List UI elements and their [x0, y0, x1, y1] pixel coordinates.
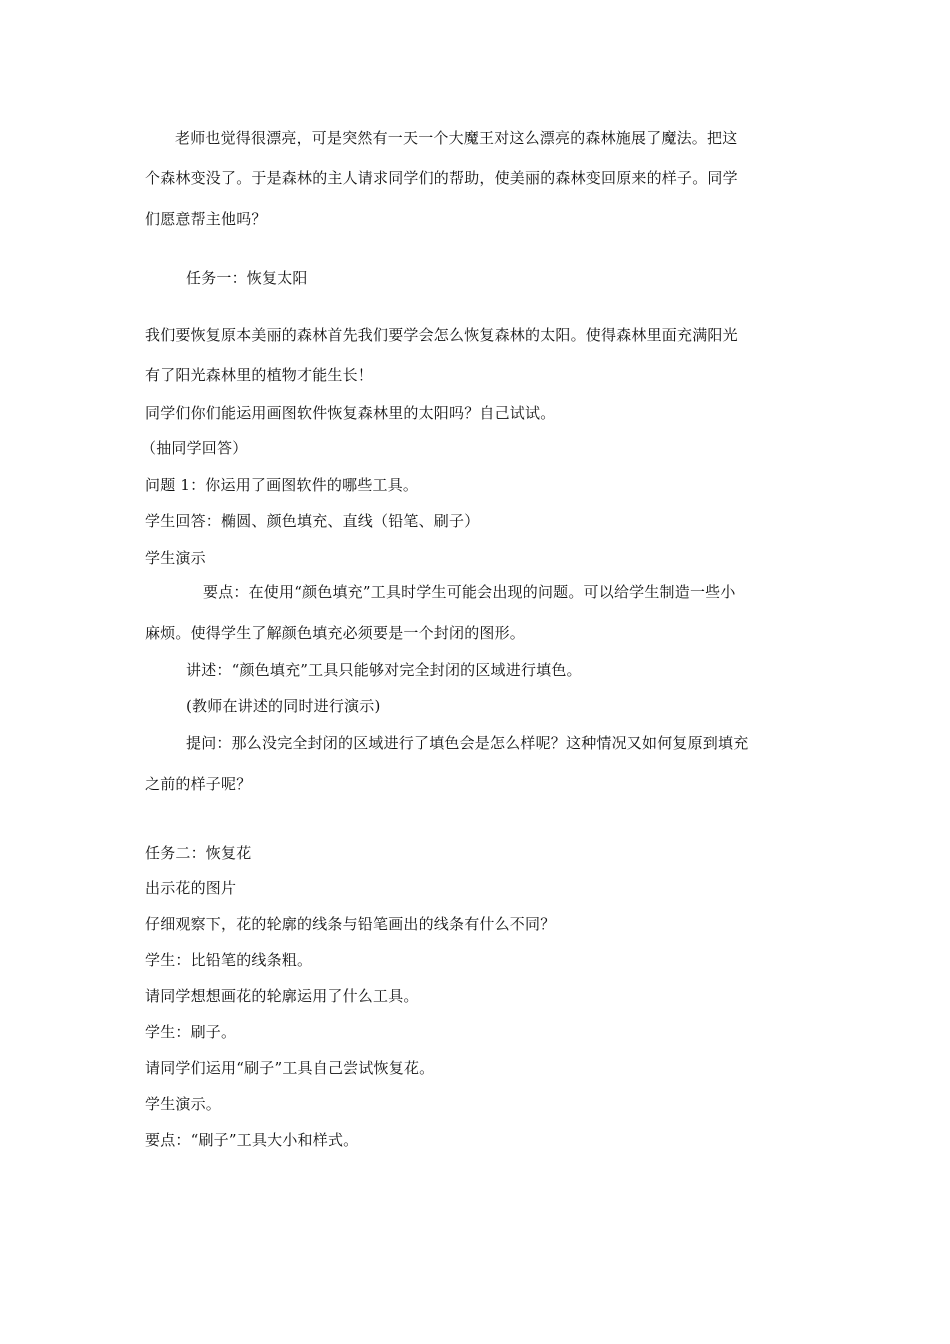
- task2-line-4: 请同学想想画花的轮廓运用了什么工具。: [145, 987, 419, 1005]
- task2-line-2: 仔细观察下，花的轮廓的线条与铅笔画出的线条有什么不同？: [145, 915, 556, 933]
- task2-heading: 任务二：恢复花: [145, 844, 252, 862]
- task1-line-2: 有了阳光森林里的植物才能生长！: [145, 366, 374, 384]
- task1-line-4: （抽同学回答）: [141, 439, 248, 457]
- task2-line-8: 要点：“刷子”工具大小和样式。: [145, 1131, 359, 1149]
- task1-question: 问题 1：你运用了画图软件的哪些工具。: [145, 476, 419, 494]
- task1-line-1: 我们要恢复原本美丽的森林首先我们要学会怎么恢复森林的太阳。使得森林里面充满阳光: [145, 326, 738, 344]
- task2-line-3: 学生：比铅笔的线条粗。: [145, 951, 313, 969]
- task1-answer: 学生回答：椭圆、颜色填充、直线（铅笔、刷子）: [145, 512, 480, 530]
- task1-heading: 任务一：恢复太阳: [186, 269, 308, 287]
- intro-line-1: 老师也觉得很漂亮，可是突然有一天一个大魔王对这么漂亮的森林施展了魔法。把这: [175, 129, 738, 147]
- task1-teacher-demo: (教师在讲述的同时进行演示): [186, 697, 381, 715]
- task1-keypoint-line-2: 麻烦。使得学生了解颜色填充必须要是一个封闭的图形。: [145, 624, 526, 642]
- task2-line-7: 学生演示。: [145, 1095, 222, 1113]
- task1-demo: 学生演示: [145, 549, 206, 567]
- task2-line-1: 出示花的图片: [145, 879, 237, 897]
- task1-keypoint-line-1: 要点：在使用“颜色填充”工具时学生可能会出现的问题。可以给学生制造一些小: [203, 583, 736, 601]
- intro-line-2: 个森林变没了。于是森林的主人请求同学们的帮助，使美丽的森林变回原来的样子。同学: [145, 169, 738, 187]
- task2-line-5: 学生：刷子。: [145, 1023, 237, 1041]
- task1-ask-line-2: 之前的样子呢？: [145, 775, 252, 793]
- task1-explain: 讲述：“颜色填充”工具只能够对完全封闭的区域进行填色。: [186, 661, 582, 679]
- task2-line-6: 请同学们运用“刷子”工具自己尝试恢复花。: [145, 1059, 435, 1077]
- task1-line-3: 同学们你们能运用画图软件恢复森林里的太阳吗？自己试试。: [145, 404, 556, 422]
- task1-ask-line-1: 提问：那么没完全封闭的区域进行了填色会是怎么样呢？这种情况又如何复原到填充: [186, 734, 749, 752]
- intro-line-3: 们愿意帮主他吗？: [145, 210, 267, 228]
